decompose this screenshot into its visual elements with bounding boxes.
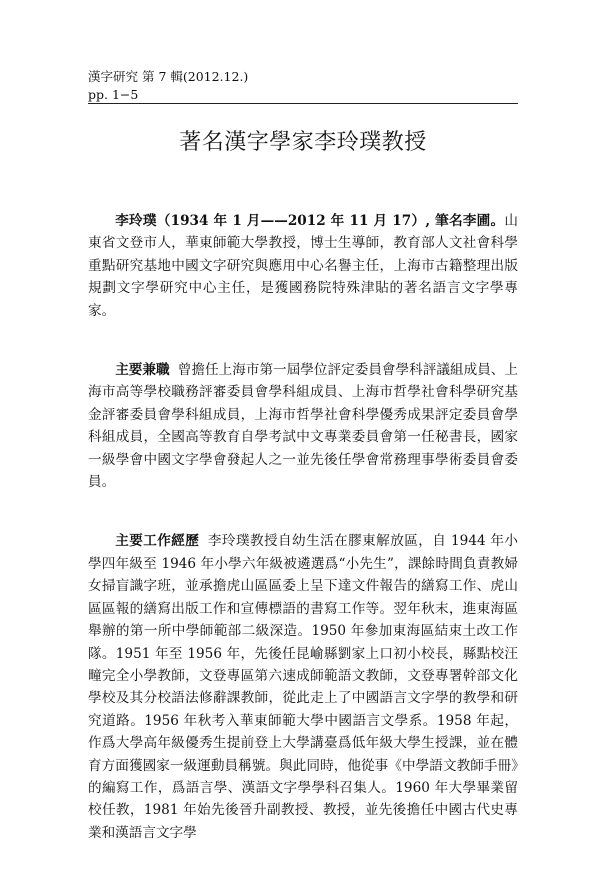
paragraph-text: 李玲璞教授自幼生活在膠東解放區，自 1944 年小學四年級至 1946 年小學六年級被遴選爲“小先生”，課餘時間負責教婦女掃盲識字班，並承擔虎山區區委上呈下達文件報告的繕寫工作、虎山區區報的繕寫出版工作和宣傳標語的書寫工作等。翌年秋末，進東海區舉辦的第一所中學師範部二級深造。1950 年參加東海區結束土改工作隊。1951 年至 1956 年，先後任昆崳縣劉家上口初小校長，縣點校汪疃完全小學教師，文登專區第六速成師範語文教師，文登專署幹部文化學校及其分校語法修辭課教師，從此走上了中國語言文字學的教學和研究道路。1956 年秋考入華東師範大學中國語言文學系。1958 年起，作爲大學高年級優秀生提前登上大學講臺爲低年級大學生授課，並在體育方面獲國家一級運動員稱號。與此同時，他從事《中學語文教師手冊》的編寫工作，爲語言學、漢語文字學學科召集人。1960 年大學畢業留校任教，1981 年始先後晉升副教授、教授，並先後擔任中國古代史專業和漢語言文字學	[88, 533, 518, 841]
header-rule	[88, 103, 518, 104]
page-range: pp. 1−5	[88, 87, 139, 102]
article-title: 著名漢字學家李玲璞教授	[179, 130, 427, 155]
running-header	[88, 68, 518, 104]
positions-paragraph	[88, 359, 518, 493]
paragraph-lead: 主要工作經歷	[115, 533, 200, 550]
paragraph-lead: 李玲璞（1934 年 1 月——2012 年 11 月 17）, 筆名李圃。	[115, 213, 505, 229]
career-paragraph	[88, 530, 518, 844]
paragraph-text: 山東省文登市人，華東師範大學教授，博士生導師，教育部人文社會科學重點研究基地中國文字研究與應用中心名譽主任，上海市古籍整理出版規劃文字學研究中心主任，是獲國務院特殊津貼的著名語言文字學專家。	[88, 213, 518, 319]
paragraph-text: 曾擔任上海市第一屆學位評定委員會學科評議組成員、上海市高等學校職務評審委員會學科組成員、上海市哲學社會科學研究基金評審委員會學科組成員，上海市哲學社會科學優秀成果評定委員會學科組成員，全國高等教育自學考試中文專業委員會第一任秘書長，國家一級學會中國文字學會發起人之一並先後任學會常務理事學術委員會委員。	[88, 362, 519, 491]
paragraph-lead: 主要兼職	[115, 362, 170, 379]
journal-citation: 漢字研究 第 7 輯(2012.12.)	[88, 69, 249, 84]
article-body	[88, 210, 518, 844]
biography-paragraph	[88, 210, 518, 322]
